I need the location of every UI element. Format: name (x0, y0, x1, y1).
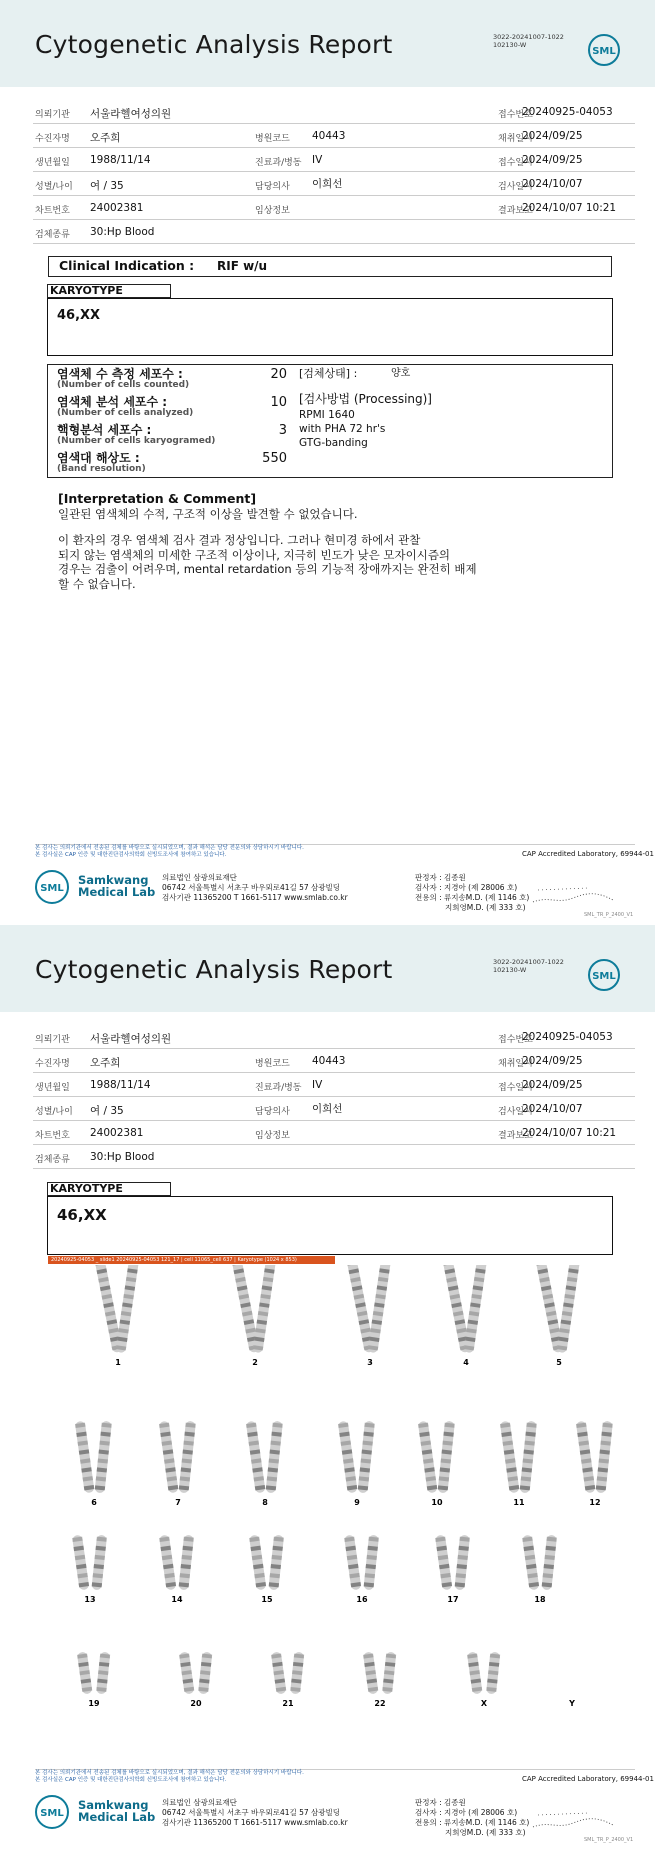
chromosome-label: X (480, 1699, 488, 1708)
report-title: Cytogenetic Analysis Report (35, 30, 393, 59)
specimen-label: 검체종류 (35, 1155, 70, 1165)
karyotype-tab: KARYOTYPE (47, 284, 171, 298)
receipt-no-value: 20240925-04053 (522, 106, 613, 118)
info-row-5 (33, 196, 635, 220)
info-row-1 (33, 100, 635, 124)
company-name: Samkwang Medical Lab (78, 1798, 156, 1824)
form-version: SML_TR_P_2400_V1 (584, 912, 634, 918)
footer-note-2: 본 검사실은 CAP 인증 및 대한진단검사의학회 신빙도조사에 참여하고 있습니다. (35, 852, 227, 858)
interpretation-p2-line-3: 경우는 검출이 어려우며, mental retardation 등의 기능적 장애까지는 완전히 배제 (58, 562, 477, 576)
name-label: 수진자명 (35, 1059, 70, 1069)
chromosome-label: 16 (356, 1595, 368, 1604)
doctor-value: 이희선 (312, 178, 343, 190)
cells-counted-label: 염색체 수 측정 세포수 : (Number of cells counted) (57, 367, 190, 390)
receipt-no-label: 접수번호 (498, 1035, 533, 1045)
chromosome-label: Y (569, 1699, 575, 1708)
cells-counted-value: 20 (270, 367, 287, 382)
processing-line-2: with PHA 72 hr's (299, 423, 386, 435)
chromosome-label: 21 (282, 1699, 294, 1708)
department-value: IV (312, 154, 323, 166)
department-value: IV (312, 1079, 323, 1091)
company-name: Samkwang Medical Lab (78, 873, 156, 899)
report-header (0, 0, 655, 87)
report-header-2 (0, 925, 655, 1012)
interpretation-heading: [Interpretation & Comment] (58, 491, 257, 506)
clinical-info-label: 임상정보 (255, 1131, 290, 1141)
chromosome-label: 8 (262, 1498, 268, 1507)
birth-value: 1988/11/14 (90, 1079, 151, 1091)
interpretation-section (58, 492, 578, 591)
chart-no-label: 차트번호 (35, 206, 70, 216)
result-date-label: 결과보고 (498, 1131, 533, 1141)
name-label: 수진자명 (35, 134, 70, 144)
karyotype-box (47, 298, 613, 356)
chart-no-value: 24002381 (90, 202, 144, 214)
sex-age-label: 성별/나이 (35, 182, 73, 192)
info-row-6 (33, 220, 635, 244)
info-row-3 (33, 148, 635, 172)
chromosome-label: 5 (556, 1358, 562, 1367)
info-row-2 (33, 124, 635, 148)
test-date-label: 검사일시 (498, 1107, 533, 1117)
result-date-label: 결과보고 (498, 206, 533, 216)
interpretation-line-1: 일관된 염색체의 수적, 구조적 이상을 발견할 수 없었습니다. (58, 506, 358, 521)
birth-label: 생년월일 (35, 1083, 70, 1093)
cell-count-box (47, 364, 613, 478)
test-date-value: 2024/10/07 (522, 178, 583, 190)
doc-code-2: 102130-W (493, 41, 527, 49)
chromosome-label: 6 (91, 1498, 97, 1507)
chromosome-label: 20 (190, 1699, 202, 1708)
footer-note-2: 본 검사실은 CAP 인증 및 대한진단검사의학회 신빙도조사에 참여하고 있습니다. (35, 1777, 227, 1783)
sex-age-value: 여 / 35 (90, 1105, 124, 1117)
specimen-status-value: 양호 (391, 368, 411, 379)
chromosome-label: 11 (513, 1498, 525, 1507)
chromosome-label: 2 (252, 1358, 258, 1367)
info-row-6 (33, 1145, 635, 1169)
doctor-value: 이희선 (312, 1103, 343, 1115)
chromosome-label: 14 (171, 1595, 183, 1604)
karyogram-caption: 20240925-04053 _ slide1 20240925-04053 121_17 | cell 11065_cell 637 | Karyotype (1024 x 853) (48, 1256, 335, 1264)
info-row-3 (33, 1073, 635, 1097)
signature-icon (528, 878, 618, 908)
svg-text:SML: SML (592, 46, 616, 57)
footer-note-1: 본 검사는 의뢰기관에서 전송된 검체를 바탕으로 실시되었으며, 결과 해석은 담당 전문의와 상담하시기 바랍니다. (35, 845, 304, 851)
chromosome-label: 10 (431, 1498, 443, 1507)
birth-label: 생년월일 (35, 158, 70, 168)
institution-value: 서울라헬여성의원 (90, 108, 172, 120)
clinical-indication-label: Clinical Indication : (59, 258, 195, 273)
chromosome-label: 1 (115, 1358, 121, 1367)
receive-date-label: 접수일시 (498, 158, 533, 168)
karyotype-value: 46,XX (57, 308, 101, 323)
specimen-value: 30:Hp Blood (90, 1151, 155, 1163)
chromosome-label: 15 (261, 1595, 273, 1604)
band-resolution-label: 염색대 해상도 : (Band resolution) (57, 451, 146, 474)
karyotype-value-2: 46,XX (57, 1206, 107, 1224)
sex-age-label: 성별/나이 (35, 1107, 73, 1117)
info-row-2 (33, 1049, 635, 1073)
signatories: 판정자 : 김종원 검사자 : 지경아 (제 28006 호) 전용의 : 류지송M.D. (제 1146 호) 지희영M.D. (제 333 호) (415, 873, 530, 912)
samkwang-logo-icon (34, 869, 70, 905)
chart-no-value: 24002381 (90, 1127, 144, 1139)
chart-no-label: 차트번호 (35, 1131, 70, 1141)
receive-date-label: 접수일시 (498, 1083, 533, 1093)
collection-date-label: 채취일시 (498, 1059, 533, 1069)
chromosome-label: 4 (463, 1358, 469, 1367)
samkwang-logo-icon (34, 1794, 70, 1830)
page-footer (0, 840, 655, 925)
info-row-4 (33, 172, 635, 196)
clinical-info-label: 임상정보 (255, 206, 290, 216)
receive-date-value: 2024/09/25 (522, 154, 583, 166)
specimen-status-label: [검체상태] : (299, 367, 358, 380)
cells-karyogramed-value: 3 (278, 423, 287, 438)
receive-date-value: 2024/09/25 (522, 1079, 583, 1091)
institution-label: 의뢰기관 (35, 110, 70, 120)
svg-text:SML: SML (40, 883, 64, 894)
signature-icon (528, 1803, 618, 1833)
clinical-indication-box (48, 256, 612, 277)
chromosome-label: 3 (367, 1358, 373, 1367)
sex-age-value: 여 / 35 (90, 180, 124, 192)
collection-date-value: 2024/09/25 (522, 130, 583, 142)
info-row-5 (33, 1121, 635, 1145)
cap-accreditation: CAP Accredited Laboratory, 69944-01 (522, 1775, 654, 1783)
receipt-no-value: 20240925-04053 (522, 1031, 613, 1043)
info-row-1 (33, 1025, 635, 1049)
chromosome-label: 22 (374, 1699, 386, 1708)
svg-text:SML: SML (592, 971, 616, 982)
name-value: 오주희 (90, 132, 121, 144)
document-id-2: 3022-20241007-1022 102130-W (493, 958, 564, 974)
birth-value: 1988/11/14 (90, 154, 151, 166)
karyotype-box-2 (47, 1196, 613, 1255)
karyotype-tab-2: KARYOTYPE (47, 1182, 171, 1196)
chromosome-label: 13 (84, 1595, 96, 1604)
hospital-code-value: 40443 (312, 130, 346, 142)
result-date-value: 2024/10/07 10:21 (522, 202, 617, 214)
chromosome-label: 7 (175, 1498, 181, 1507)
department-label: 진료과/병동 (255, 158, 302, 168)
page-footer-2 (0, 1765, 655, 1850)
karyogram-image (40, 1265, 620, 1745)
hospital-code-value: 40443 (312, 1055, 346, 1067)
processing-line-1: RPMI 1640 (299, 409, 355, 421)
result-date-value: 2024/10/07 10:21 (522, 1127, 617, 1139)
band-resolution-value: 550 (262, 451, 287, 466)
report-title-2: Cytogenetic Analysis Report (35, 955, 393, 984)
receipt-no-label: 접수번호 (498, 110, 533, 120)
interpretation-p2-line-2: 되지 않는 염색체의 미세한 구조적 이상이나, 지극히 빈도가 낮은 모자이시즘의 (58, 547, 451, 562)
sml-logo-icon (587, 958, 621, 992)
doctor-label: 담당의사 (255, 1107, 290, 1117)
sml-logo-icon (587, 33, 621, 67)
processing-line-3: GTG-banding (299, 437, 368, 449)
chromosome-label: 12 (589, 1498, 601, 1507)
institution-label: 의뢰기관 (35, 1035, 70, 1045)
cells-analyzed-label: 염색체 분석 세포수 : (Number of cells analyzed) (57, 395, 194, 418)
company-address: 의료법인 삼광의료재단 06742 서울특별시 서초구 바우뫼로41길 57 삼광빌딩 검사기관 11365200 T 1661-5117 www.smlab.co.kr (162, 1798, 348, 1827)
doctor-label: 담당의사 (255, 182, 290, 192)
clinical-indication-value: RIF w/u (217, 259, 268, 273)
patient-info-table-2 (33, 1025, 635, 1169)
form-version: SML_TR_P_2400_V1 (584, 1837, 634, 1843)
interpretation-p2-line-1: 이 환자의 경우 염색체 검사 결과 정상입니다. 그러나 현미경 하에서 관찰 (58, 533, 421, 547)
interpretation-p2-line-4: 할 수 없습니다. (58, 576, 136, 591)
signatories: 판정자 : 김종원 검사자 : 지경아 (제 28006 호) 전용의 : 류지송M.D. (제 1146 호) 지희영M.D. (제 333 호) (415, 1798, 530, 1837)
specimen-value: 30:Hp Blood (90, 226, 155, 238)
chromosome-label: 9 (354, 1498, 360, 1507)
cells-karyogramed-label: 핵형분석 세포수 : (Number of cells karyogramed) (57, 423, 216, 446)
svg-text:SML: SML (40, 1808, 64, 1819)
department-label: 진료과/병동 (255, 1083, 302, 1093)
chromosome-label: 18 (534, 1595, 546, 1604)
hospital-code-label: 병원코드 (255, 1059, 290, 1069)
processing-method-label: [검사방법 (Processing)] (299, 392, 432, 406)
name-value: 오주희 (90, 1057, 121, 1069)
cells-analyzed-value: 10 (270, 395, 287, 410)
doc-code-1: 3022-20241007-1022 (493, 33, 564, 41)
test-date-value: 2024/10/07 (522, 1103, 583, 1115)
cap-accreditation: CAP Accredited Laboratory, 69944-01 (522, 850, 654, 858)
collection-date-value: 2024/09/25 (522, 1055, 583, 1067)
institution-value: 서울라헬여성의원 (90, 1033, 172, 1045)
chromosome-label: 17 (447, 1595, 459, 1604)
info-row-4 (33, 1097, 635, 1121)
document-id (493, 33, 564, 49)
patient-info-table (33, 100, 635, 244)
chromosome-label: 19 (88, 1699, 100, 1708)
test-date-label: 검사일시 (498, 182, 533, 192)
company-address: 의료법인 삼광의료재단 06742 서울특별시 서초구 바우뫼로41길 57 삼광빌딩 검사기관 11365200 T 1661-5117 www.smlab.co.kr (162, 873, 348, 902)
collection-date-label: 채취일시 (498, 134, 533, 144)
hospital-code-label: 병원코드 (255, 134, 290, 144)
footer-note-1: 본 검사는 의뢰기관에서 전송된 검체를 바탕으로 실시되었으며, 결과 해석은 담당 전문의와 상담하시기 바랍니다. (35, 1770, 304, 1776)
specimen-label: 검체종류 (35, 230, 70, 240)
